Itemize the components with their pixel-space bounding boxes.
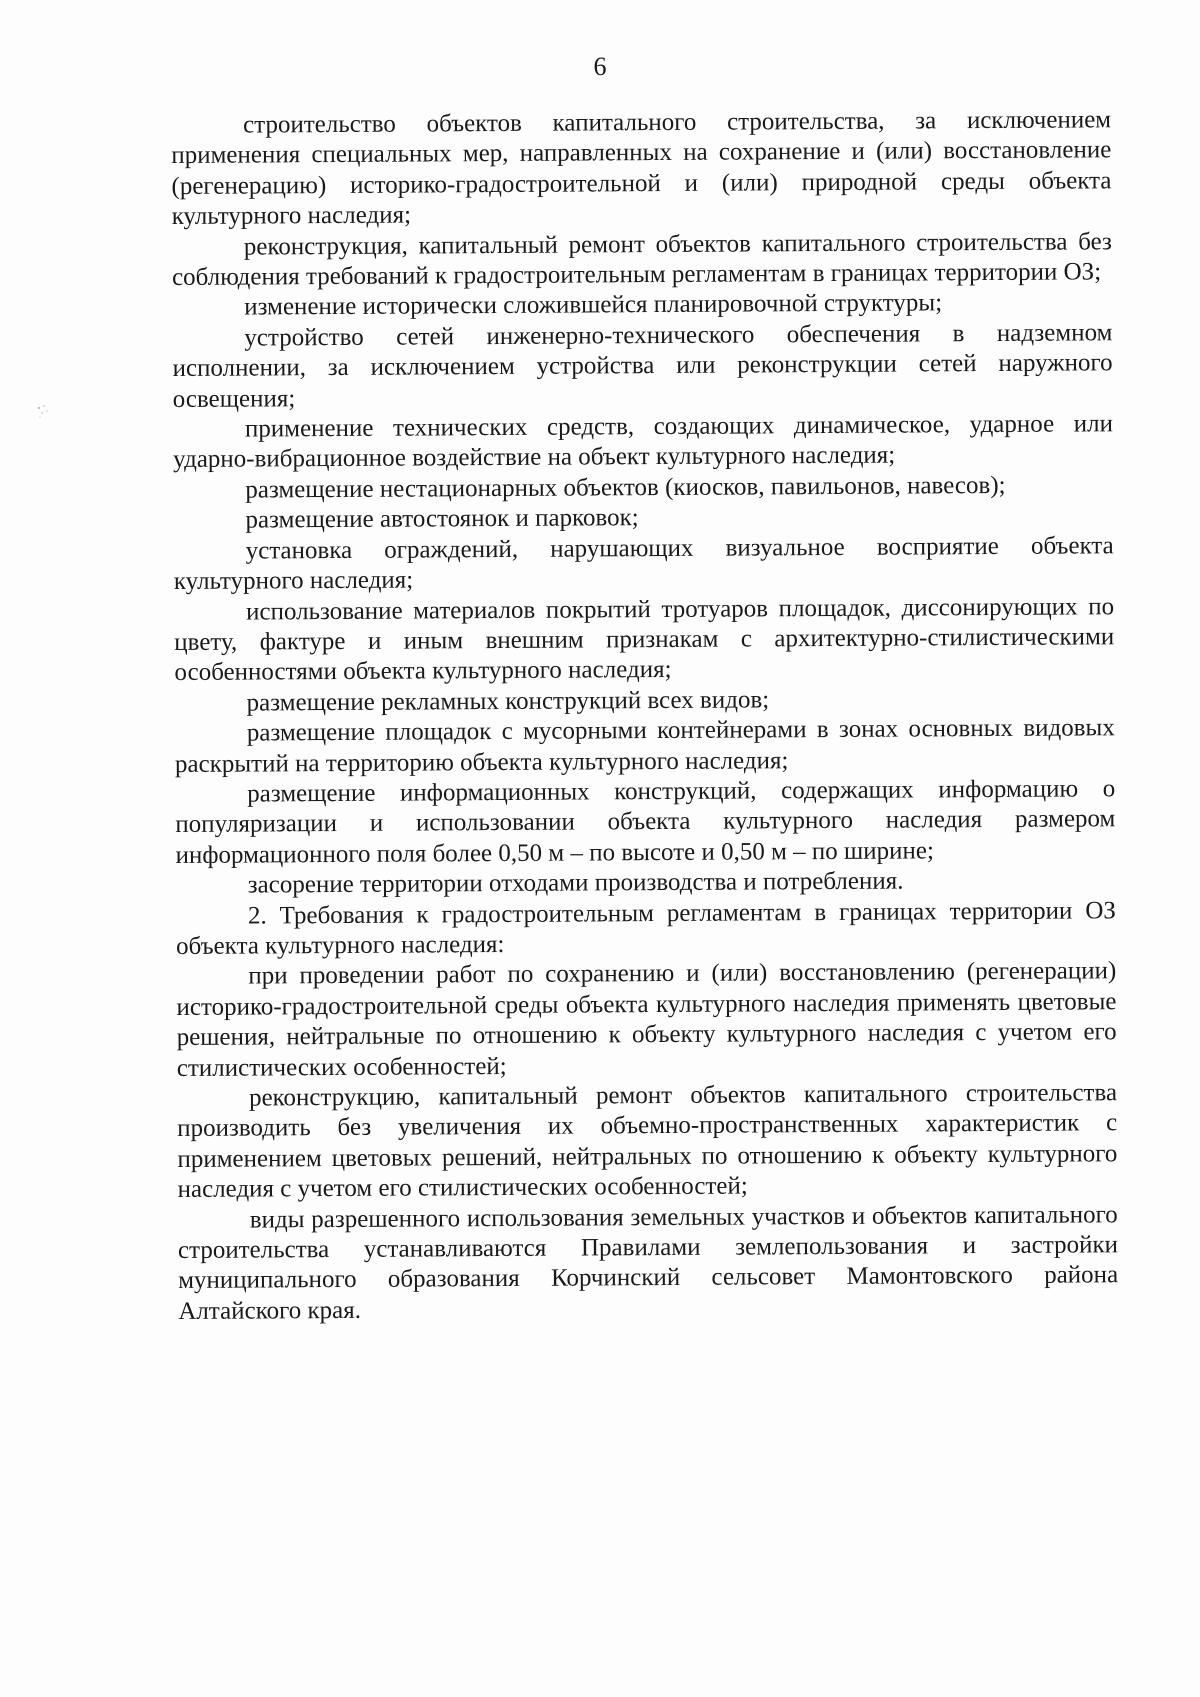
paragraph: размещение площадок с мусорными контейнерами в зонах основных видовых раскрытий на территорию объекта культурного наследия; xyxy=(174,714,1115,778)
document-body xyxy=(171,105,1118,1327)
paragraph: размещение информационных конструкций, содержащих информацию о популяризации и использовании объекта культурного наследия размером информационного поля более 0,50 м – по высоте и 0,50 м – по ширине; xyxy=(175,775,1116,869)
paragraph: строительство объектов капитального строительства, за исключением применения специальных мер, направленных на сохранение и (или) восстановление (регенерацию) историко-градостроительной и (или) природной среды объекта культурного наследия; xyxy=(171,106,1112,231)
paragraph: использование материалов покрытий тротуаров площадок, диссонирующих по цвету, фактуре и иным внешним признакам с архитектурно-стилистическими особенностями объекта культурного наследия; xyxy=(174,592,1115,687)
paragraph: установка ограждений, нарушающих визуальное восприятие объекта культурного наследия; xyxy=(173,531,1114,596)
section-heading-paragraph: 2. Требования к градостроительным регламентам в границах территории ОЗ объекта культурного наследия: xyxy=(176,896,1116,960)
page-number: 6 xyxy=(593,52,607,81)
paragraph: засорение территории отходами производства и потребления. xyxy=(247,867,904,899)
scan-artifact-mark xyxy=(36,404,50,420)
paragraph: устройство сетей инженерно-технического обеспечения в надземном исполнении, за исключением устройства или реконструкции сетей наружного освещения; xyxy=(172,319,1113,413)
paragraph: реконструкция, капитальный ремонт объектов капитального строительства без соблюдения требований к градостроительным регламентам в границах территории ОЗ; xyxy=(171,227,1112,292)
paragraph: применение технических средств, создающих динамическое, ударное или ударно-вибрационное воздействие на объект культурного наследия; xyxy=(173,410,1114,474)
paragraph: размещение нестационарных объектов (киосков, павильонов, навесов); xyxy=(245,471,1006,504)
paragraph: размещение рекламных конструкций всех видов; xyxy=(246,686,770,717)
paragraph: при проведении работ по сохранению и (или) восстановлению (регенерации) историко-градостроительной среды объекта культурного наследия применять цветовые решения, нейтральные по отношению к объекту культурного наследия с учетом его стилистических особенностей; xyxy=(176,957,1117,1082)
paragraph: виды разрешенного использования земельных участков и объектов капитального строительства устанавливаются Правилами землепользования и застройки муниципального образования Корчинский сельсовет Мамонтовского района Алтайского края. xyxy=(177,1200,1119,1325)
paragraph: реконструкцию, капитальный ремонт объектов капитального строительства производить без увеличения их объемно-пространственных характеристик с применением цветовых решений, нейтральных по отношению к объекту культурного наследия с учетом его стилистических особенностей; xyxy=(177,1079,1118,1204)
paragraph: изменение исторически сложившейся планировочной структуры; xyxy=(244,289,943,321)
paragraph: размещение автостоянок и парковок; xyxy=(245,504,639,534)
